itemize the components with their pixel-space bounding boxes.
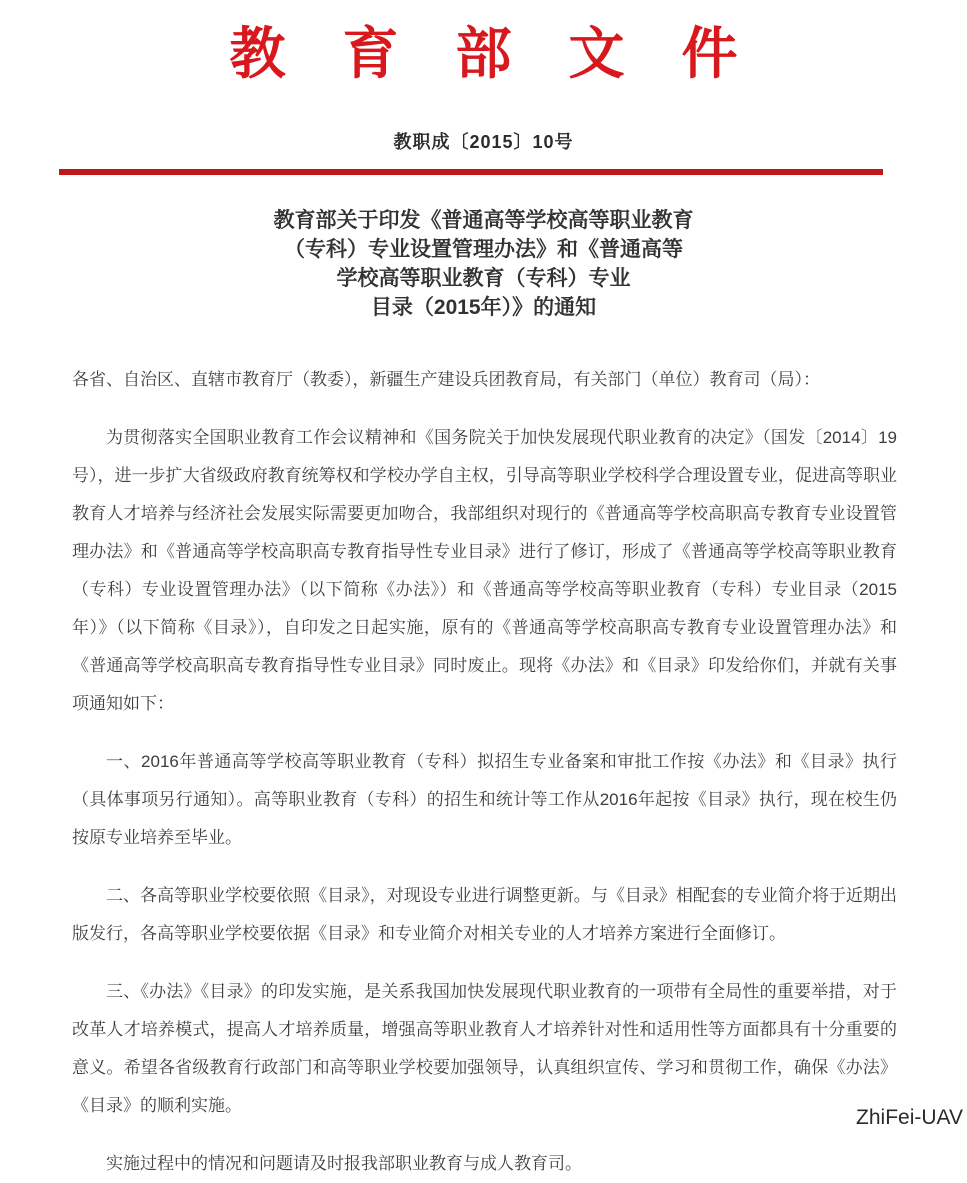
red-divider-line — [59, 169, 883, 175]
body-paragraph-item-1: 一、2016年普通高等学校高等职业教育（专科）拟招生专业备案和审批工作按《办法》和《目录》执行（具体事项另行通知）。高等职业教育（专科）的招生和统计等工作从2016年起按《目录》执行，现在校生仍按原专业培养至毕业。 — [72, 752, 897, 847]
document-title-line: 教育部关于印发《普通高等学校高等职业教育 — [273, 209, 694, 232]
document-number: 教职成〔2015〕10号 — [393, 132, 574, 152]
document-title — [0, 206, 967, 322]
body-paragraph-item-3: 三、《办法》《目录》的印发实施，是关系我国加快发展现代职业教育的一项带有全局性的重要举措，对于改革人才培养模式，提高人才培养质量，增强高等职业教育人才培养针对性和适用性等方面都具有十分重要的意义。希望各省级教育行政部门和高等职业学校要加强领导，认真组织宣传、学习和贯彻工作，确保《办法》《目录》的顺利实施。 — [72, 982, 897, 1115]
body-paragraph-item-2: 二、各高等职业学校要依照《目录》，对现设专业进行调整更新。与《目录》相配套的专业简介将于近期出版发行，各高等职业学校要依据《目录》和专业简介对相关专业的人才培养方案进行全面修订。 — [72, 886, 897, 943]
document-title-line: （专科）专业设置管理办法》和《普通高等 — [284, 238, 683, 261]
body-paragraph-intro: 为贯彻落实全国职业教育工作会议精神和《国务院关于加快发展现代职业教育的决定》（国发〔2014〕19号），进一步扩大省级政府教育统筹权和学校办学自主权，引导高等职业学校科学合理设置专业，促进高等职业教育人才培养与经济社会发展实际需要更加吻合，我部组织对现行的《普通高等学校高职高专教育专业设置管理办法》和《普通高等学校高职高专教育指导性专业目录》进行了修订，形成了《普通高等学校高等职业教育（专科）专业设置管理办法》（以下简称《办法》）和《普通高等学校高等职业教育（专科）专业目录（2015年）》（以下简称《目录》），自印发之日起实施，原有的《普通高等学校高职高专教育专业设置管理办法》和《普通高等学校高职高专教育指导性专业目录》同时废止。现将《办法》和《目录》印发给你们，并就有关事项通知如下： — [72, 428, 897, 713]
document-title-line: 学校高等职业教育（专科）专业 — [336, 267, 631, 290]
salutation-line: 各省、自治区、直辖市教育厅（教委），新疆生产建设兵团教育局，有关部门（单位）教育司（局）： — [72, 370, 820, 389]
agency-header-title: 教育部文件 — [229, 21, 795, 87]
document-title-line: 目录（2015年）》的通知 — [370, 296, 597, 319]
watermark-label: ZhiFei-UAV — [856, 1106, 963, 1129]
document-body — [72, 361, 897, 1183]
body-paragraph-closing: 实施过程中的情况和问题请及时报我部职业教育与成人教育司。 — [106, 1154, 582, 1173]
